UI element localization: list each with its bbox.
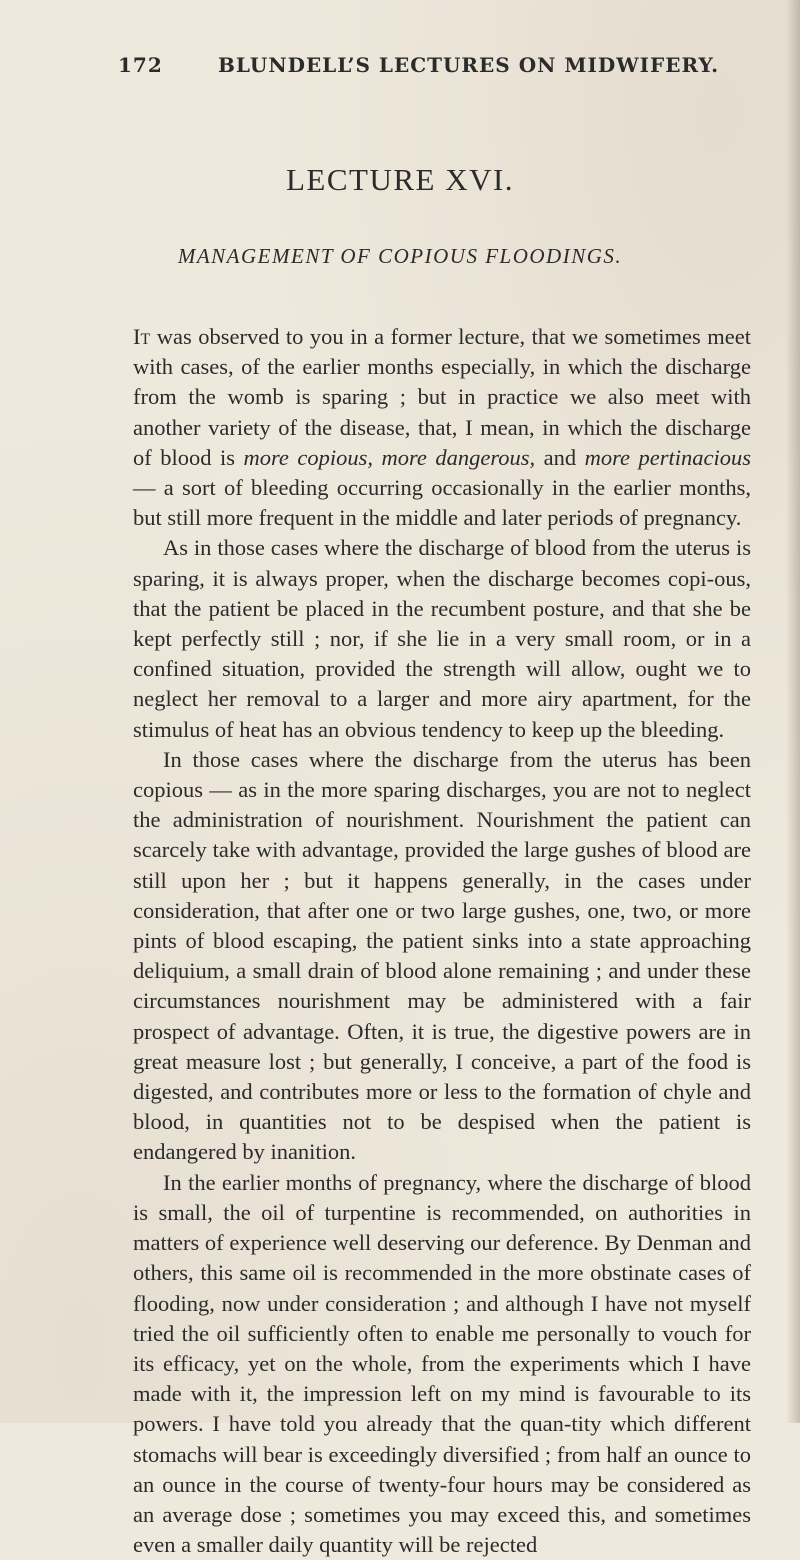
body-text (133, 322, 751, 1560)
paragraph-3: In those cases where the discharge from the uterus has been copious — as in the more sparing discharges, you are not to neglect the administration of nourishment. Nourishment the patient can scarcely take with advantage, provided the large gushes of blood are still upon her ; but it happens generally, in the cases under consideration, that after one or two large gushes, one, two, or more pints of blood escaping, the patient sinks into a state approaching deliquium, a small drain of blood alone remaining ; and under these circumstances nourishment may be administered with a fair prospect of advantage. Often, it is true, the digestive powers are in great measure lost ; but generally, I conceive, a part of the food is digested, and contributes more or less to the formation of chyle and blood, in quantities not to be despised when the patient is endangered by inanition. (133, 746, 751, 1165)
page-number: 172 (118, 53, 163, 77)
paragraph-1-lead: It (133, 324, 151, 349)
lecture-title: LECTURE XVI. (285, 162, 515, 197)
paragraph-1-part-c: — a sort of bleeding occurring occasionally in the earlier months, but still more frequent in the middle and later periods of pregnancy. (133, 475, 751, 531)
running-title: BLUNDELL’S LECTURES ON MIDWIFERY. (218, 53, 720, 77)
paragraph-4: In the earlier months of pregnancy, where the discharge of blood is small, the oil of turpentine is recommended, on authorities in matters of experience well deserving our deference. By Denman and others, this same oil is recommended in the more obstinate cases of flooding, now under consideration ; and although I have not myself tried the oil sufficiently often to enable me personally to vouch for its efficacy, yet on the whole, from the experiments which I have made with it, the impression left on my mind is favourable to its powers. I have told you already that the quan-tity which different stomachs will bear is exceedingly diversified ; from half an ounce to an ounce in the course of twenty-four hours may be considered as an average dose ; sometimes you may exceed this, and sometimes even a smaller daily quantity will be rejected (133, 1169, 751, 1558)
paragraph-1-emphasis-2: more pertinacious (584, 444, 751, 470)
section-title: MANAGEMENT OF COPIOUS FLOODINGS. (177, 244, 623, 268)
running-header (118, 53, 720, 77)
paragraph-1-part-b: and (535, 444, 585, 470)
paragraph-1 (133, 322, 751, 533)
paragraph-1-part-a: was observed to you in a former lecture, that we sometimes meet with cases, of the earlier months especially, in which the discharge from the womb is sparing ; but in practice we also meet with another variety of the disease, that, I mean, in which the discharge of blood is (133, 324, 751, 470)
paragraph-2: As in those cases where the discharge of blood from the uterus is sparing, it is always proper, when the discharge becomes copi-ous, that the patient be placed in the recumbent posture, and that she be kept perfectly still ; nor, if she lie in a very small room, or in a confined situation, provided the strength will allow, ought we to neglect her removal to a larger and more airy apartment, for the stimulus of heat has an obvious tendency to keep up the bleeding. (133, 535, 751, 742)
paragraph-1-emphasis: more copious, more dangerous, (243, 444, 536, 470)
page-edge-shadow (786, 0, 800, 1423)
